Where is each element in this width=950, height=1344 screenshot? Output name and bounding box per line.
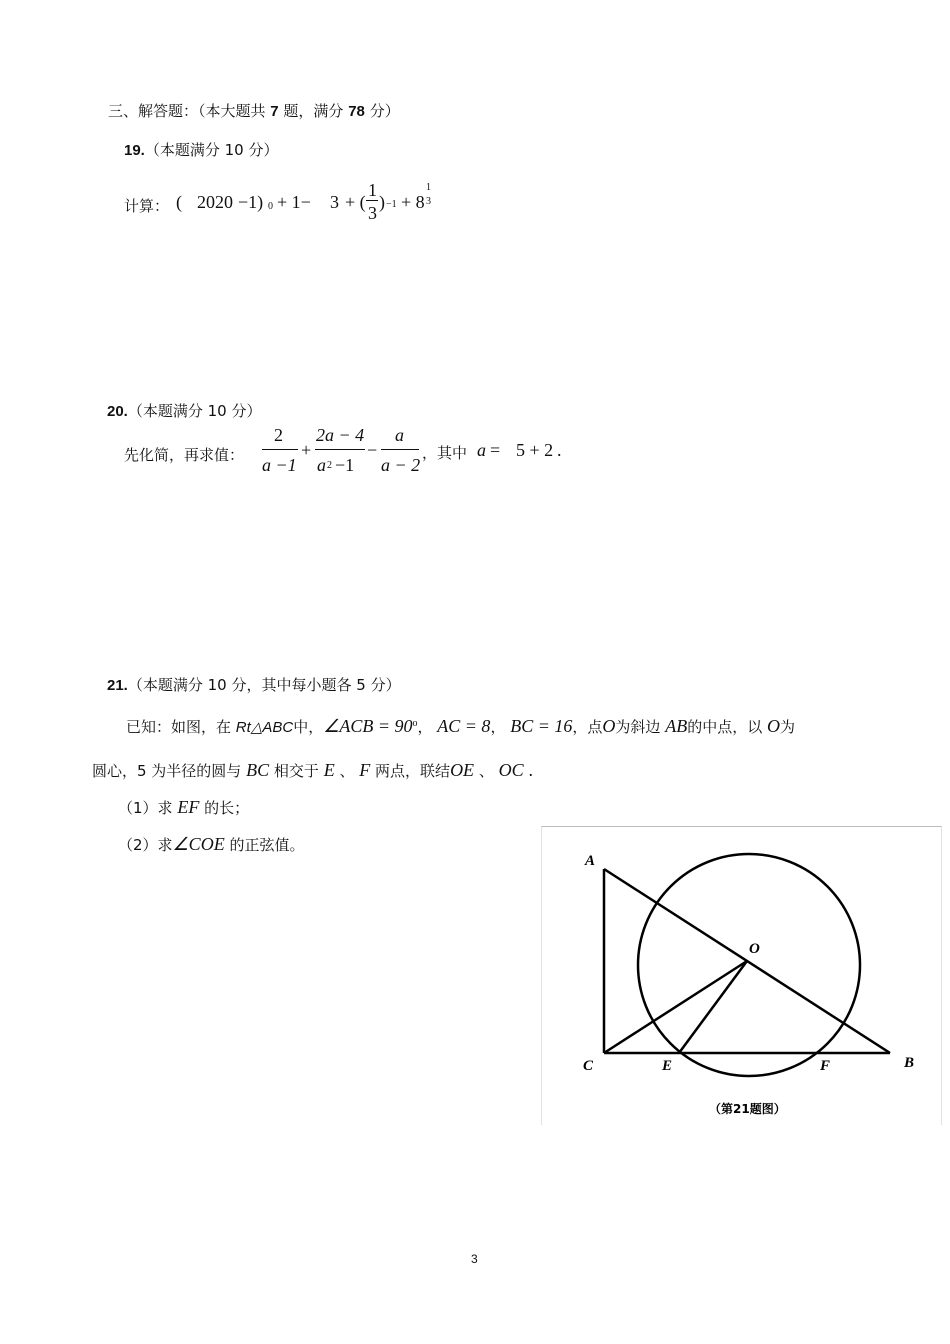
circle-o — [638, 854, 860, 1076]
q21-figure — [541, 826, 942, 1125]
q21-part2-tail: 的正弦值。 — [229, 836, 305, 854]
label-b: B — [904, 1055, 915, 1071]
q21-point-o: O — [602, 716, 616, 736]
q20-f3-denominator: a − 2 — [381, 455, 421, 475]
q21-header — [107, 674, 401, 695]
q19-score-note: （本题满分 10 分） — [144, 141, 279, 159]
q19-exponent-numerator: 1 — [426, 182, 431, 193]
q21-part2-label: （2）求 — [118, 836, 173, 854]
q21-text-connect: 两点，联结 — [375, 762, 451, 780]
q20-variable: a — [477, 440, 486, 460]
q19-minus-one: −1) — [238, 192, 264, 212]
q21-point-f: F — [359, 760, 371, 780]
q21-center-o: O — [767, 716, 780, 736]
q20-period: . — [557, 440, 562, 460]
q21-part1-label: （1）求 — [118, 799, 173, 817]
q21-statement-line1 — [126, 716, 795, 737]
q21-part2-angle: ∠COE — [172, 834, 225, 854]
q21-right-angle: ∠ACB = 90 — [323, 716, 413, 736]
q20-f1-bar — [262, 449, 298, 450]
q21-sep-2: 、 — [478, 762, 494, 780]
section-title-prefix: 三、解答题：（本大题共 — [108, 102, 266, 120]
q21-point-e: E — [323, 760, 335, 780]
q20-f1-denominator: a −1 — [262, 455, 297, 475]
q21-text-hypotenuse: 为斜边 — [615, 718, 661, 736]
q19-header — [124, 139, 278, 160]
q21-statement-line2 — [92, 760, 533, 781]
q21-part1-tail: 的长； — [204, 799, 250, 817]
section-question-count: 7 — [270, 103, 279, 120]
q20-number: 20. — [107, 403, 128, 420]
q19-fraction-bar — [366, 200, 378, 201]
q21-part1-segment: EF — [177, 797, 200, 817]
label-e: E — [662, 1058, 673, 1074]
section-heading — [108, 100, 400, 121]
q20-header — [107, 400, 261, 421]
q21-text-point: ，点 — [572, 718, 603, 736]
q21-part1 — [118, 797, 249, 818]
label-f: F — [820, 1058, 831, 1074]
q21-segment-oe: OE — [450, 760, 475, 780]
q21-text-midpoint: 的中点，以 — [687, 718, 763, 736]
q20-condition-lead: ，其中 — [422, 444, 468, 462]
q20-score-note: （本题满分 10 分） — [127, 402, 262, 420]
q19-exponent-neg-one: −1 — [386, 199, 397, 210]
geometry-diagram — [542, 827, 941, 1125]
q21-circle-desc: 圆心，5 为半径的圆与 — [92, 762, 242, 780]
q21-segment-oc: OC — [498, 760, 524, 780]
section-title-suffix: 分） — [369, 102, 400, 120]
q20-minus: − — [367, 440, 378, 460]
q21-intro: 已知：如图，在 — [126, 718, 232, 736]
segment-oc — [604, 961, 747, 1053]
q19-fraction-denominator: 3 — [368, 203, 377, 223]
q19-exponent-zero: 0 — [268, 201, 273, 212]
q20-f2-den-minus-one: −1 — [335, 455, 355, 475]
q21-sep-1: 、 — [339, 762, 355, 780]
q19-expression — [176, 180, 446, 230]
q21-line-bc: BC — [246, 760, 270, 780]
q20-f2-bar — [315, 449, 365, 450]
q19-plus-eight: + 8 — [401, 192, 425, 212]
q20-expression — [255, 425, 575, 481]
q19-year: 2020 — [197, 192, 233, 212]
q20-f2-den-var: a — [317, 455, 326, 475]
q20-f3-numerator: a — [395, 425, 404, 445]
q21-text-zhong: 中， — [293, 718, 324, 736]
q21-period: . — [528, 760, 533, 780]
q19-sqrt-three: 3 — [330, 192, 339, 212]
q19-paren-close: ) — [379, 192, 385, 212]
label-c: C — [583, 1058, 594, 1074]
q21-degree: o — [412, 718, 418, 729]
q21-text-intersect: 相交于 — [273, 762, 319, 780]
q20-f1-numerator: 2 — [274, 425, 283, 445]
q19-lead: 计算： — [124, 197, 170, 215]
q19-exponent-denominator: 3 — [426, 196, 431, 207]
q20-f2-numerator: 2a − 4 — [316, 425, 365, 445]
q21-comma-2: ， — [490, 718, 506, 736]
q21-number: 21. — [107, 677, 128, 694]
q21-comma-1: ， — [417, 718, 433, 736]
q20-plus: + — [301, 440, 312, 460]
q21-score-note: （本题满分 10 分，其中每小题各 5 分） — [127, 676, 401, 694]
label-o: O — [749, 941, 760, 957]
q21-triangle: Rt△ABC — [235, 719, 294, 736]
q21-ac-length: AC = 8 — [437, 716, 491, 736]
q19-plus-abs: + 1− — [277, 192, 311, 212]
q19-number: 19. — [124, 142, 145, 159]
q20-f2-den-exponent: 2 — [327, 460, 332, 471]
q20-equals: = — [490, 440, 501, 460]
page-number: 3 — [471, 1252, 478, 1266]
q19-fraction-numerator: 1 — [368, 180, 377, 200]
q21-bc-length: BC = 16 — [510, 716, 573, 736]
q20-lead: 先化简，再求值： — [124, 446, 245, 464]
q20-value: 5 + 2 — [516, 440, 554, 460]
q21-part2 — [118, 834, 304, 855]
q20-f3-bar — [381, 449, 419, 450]
section-title-mid: 题，满分 — [283, 102, 344, 120]
q21-text-wei: 为 — [780, 718, 796, 736]
figure-caption: （第21题图） — [709, 1102, 786, 1116]
segment-oe — [679, 961, 747, 1053]
section-total-score: 78 — [348, 103, 365, 120]
q21-segment-ab: AB — [665, 716, 688, 736]
q19-plus-paren: + ( — [345, 192, 366, 212]
label-a: A — [585, 853, 596, 869]
q19-paren-open: ( — [176, 192, 182, 212]
